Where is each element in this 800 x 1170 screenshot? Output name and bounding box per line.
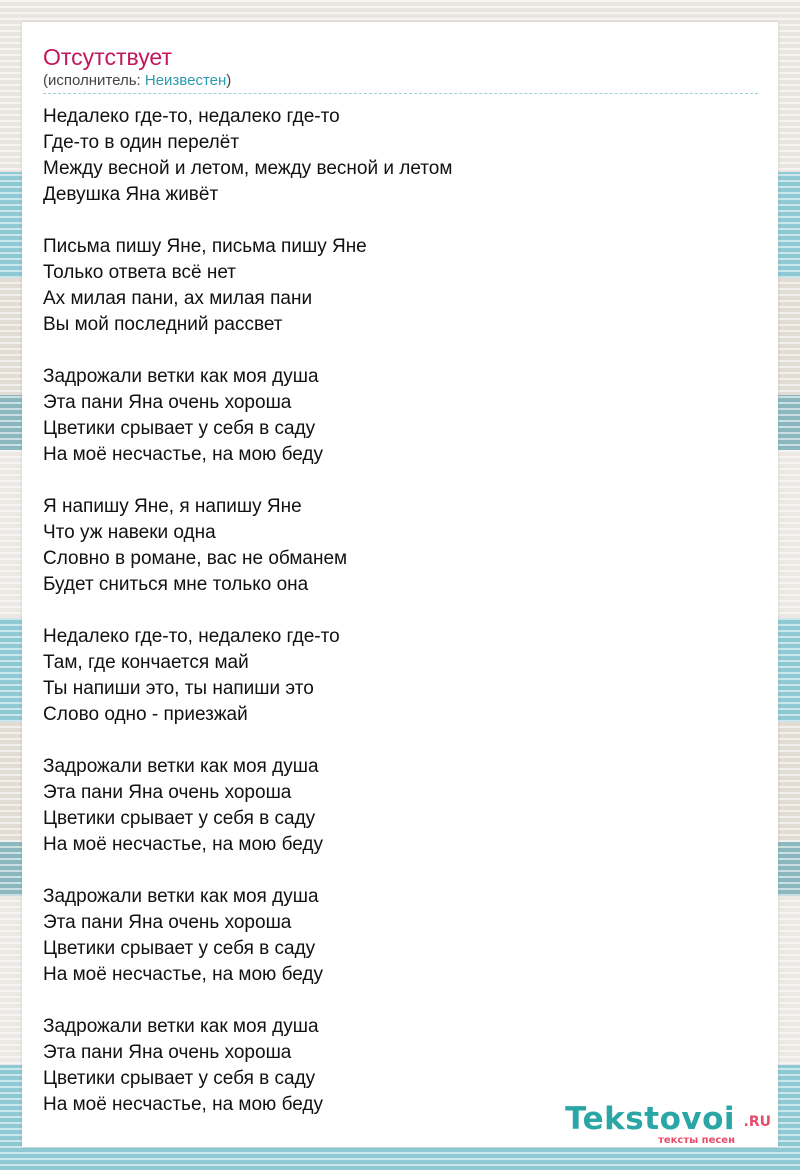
lyric-line: Задрожали ветки как моя душа [43,756,319,777]
lyric-line: Ах милая пани, ах милая пани [43,288,313,309]
lyric-line: Эта пани Яна очень хороша [43,392,292,413]
lyric-line: Эта пани Яна очень хороша [43,1042,292,1063]
lyric-line: Задрожали ветки как моя душа [43,1016,319,1037]
artist-prefix: (исполнитель: [43,72,145,89]
lyrics-stanza [43,364,743,468]
lyric-line: Слово одно - приезжай [43,704,248,725]
site-logo[interactable] [561,1102,771,1150]
lyric-line: Эта пани Яна очень хороша [43,912,292,933]
lyrics-card [22,22,778,1147]
lyrics-body [43,104,743,1144]
logo-wordmark: Tekstovoi [565,1101,735,1137]
lyric-line: Цветики срывает у себя в саду [43,418,316,439]
lyric-line: Между весной и летом, между весной и летом [43,158,453,179]
song-title: Отсутствует [43,44,172,70]
lyrics-stanza [43,104,743,208]
lyric-line: Цветики срывает у себя в саду [43,808,316,829]
lyric-line: Недалеко где-то, недалеко где-то [43,106,340,127]
lyric-line: Задрожали ветки как моя душа [43,886,319,907]
lyric-line: Девушка Яна живёт [43,184,219,205]
lyric-line: Задрожали ветки как моя душа [43,366,319,387]
artist-suffix: ) [226,72,232,89]
lyric-line: Цветики срывает у себя в саду [43,1068,316,1089]
lyric-line: Там, где кончается май [43,652,249,673]
lyric-line: На моё несчастье, на мою беду [43,1094,323,1115]
lyric-line: Только ответа всё нет [43,262,236,283]
lyric-line: Ты напиши это, ты напиши это [43,678,314,699]
lyric-line: Цветики срывает у себя в саду [43,938,316,959]
lyric-line: Будет сниться мне только она [43,574,309,595]
artist-name-link[interactable]: Неизвестен [144,72,227,89]
title-divider [43,93,758,94]
lyric-line: Вы мой последний рассвет [43,314,283,335]
lyrics-stanza [43,234,743,338]
lyrics-stanza [43,624,743,728]
logo-domain: .RU [743,1114,771,1130]
lyric-line: Недалеко где-то, недалеко где-то [43,626,340,647]
lyric-line: Письма пишу Яне, письма пишу Яне [43,236,367,257]
lyrics-stanza [43,494,743,598]
lyric-line: Словно в романе, вас не обманем [43,548,348,569]
lyric-line: На моё несчастье, на мою беду [43,964,323,985]
lyric-line: Что уж навеки одна [43,522,216,543]
lyrics-stanza [43,884,743,988]
lyric-line: Эта пани Яна очень хороша [43,782,292,803]
lyric-line: На моё несчастье, на мою беду [43,444,323,465]
lyric-line: Где-то в один перелёт [43,132,240,153]
lyrics-stanza [43,754,743,858]
artist-line [43,72,231,90]
logo-tagline: тексты песен [658,1135,735,1146]
lyric-line: Я напишу Яне, я напишу Яне [43,496,302,517]
lyric-line: На моё несчастье, на мою беду [43,834,323,855]
